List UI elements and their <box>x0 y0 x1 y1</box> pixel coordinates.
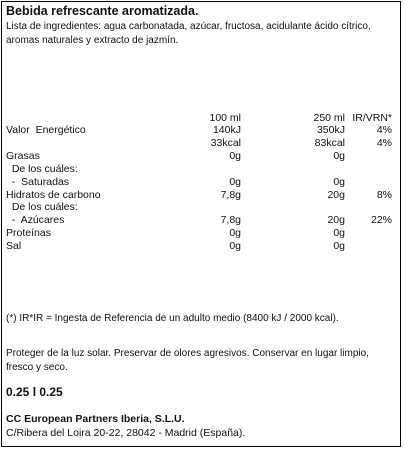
header-ir: IR/VRN* <box>352 112 392 124</box>
nutrient-label: Proteínas <box>6 227 51 240</box>
nutrient-label: - Saturadas <box>6 175 70 188</box>
volume-text: 0.25 l 0.25 <box>6 385 63 399</box>
value-per-100ml: 0g <box>229 175 241 188</box>
value-per-100ml: 7,8g <box>220 214 241 227</box>
value-per-250ml: 0g <box>333 175 345 188</box>
value-per-250ml: 20g <box>327 188 345 201</box>
value-per-100ml: 7,8g <box>220 188 241 201</box>
value-per-100ml: 0g <box>229 240 241 253</box>
value-per-100ml: 140kJ <box>212 124 241 136</box>
value-per-250ml: 20g <box>327 214 345 227</box>
nutrient-label: - Azúcares <box>6 214 65 227</box>
ingredients-list: Lista de ingredientes: agua carbonatada, azúcar, fructosa, acidulante ácido cítrico, aromas naturales y extracto de jazmín. <box>6 21 371 46</box>
nutrient-label: De los cuáles: <box>6 201 78 214</box>
value-per-100ml: 0g <box>229 227 241 240</box>
value-per-250ml: 350kJ <box>316 124 345 136</box>
nutrient-label: Valor Energético <box>6 124 86 136</box>
value-per-250ml: 83kcal <box>314 136 345 149</box>
value-ir: 4% <box>376 136 392 149</box>
ir-legend: (*) IR*IR = Ingesta de Referencia de un adulto medio (8400 kJ / 2000 kcal). <box>6 313 339 324</box>
value-per-100ml: 0g <box>229 149 241 162</box>
nutrient-label: Sal <box>6 240 22 253</box>
value-per-100ml: 33kcal <box>210 136 241 149</box>
company-address: C/Ribera del Loira 20-22, 28042 - Madrid (España). <box>6 427 246 439</box>
value-ir: 4% <box>376 124 392 136</box>
header-per-100ml: 100 ml <box>209 112 241 124</box>
value-per-250ml: 0g <box>333 149 345 162</box>
value-ir: 8% <box>376 188 392 201</box>
company-name: CC European Partners Iberia, S.L.U. <box>6 413 185 425</box>
product-title: Bebida refrescante aromatizada. <box>6 4 199 18</box>
nutrient-label: De los cuáles: <box>6 162 78 175</box>
value-ir: 22% <box>370 214 392 227</box>
value-per-250ml: 0g <box>333 227 345 240</box>
nutrient-label: Hidratos de carbono <box>6 188 101 201</box>
header-per-250ml: 250 ml <box>313 112 345 124</box>
storage-instructions: Proteger de la luz solar. Preservar de olores agresivos. Conservar en lugar limpio, fresco y seco. <box>6 348 369 373</box>
nutrient-label: Grasas <box>6 149 40 162</box>
value-per-250ml: 0g <box>333 240 345 253</box>
